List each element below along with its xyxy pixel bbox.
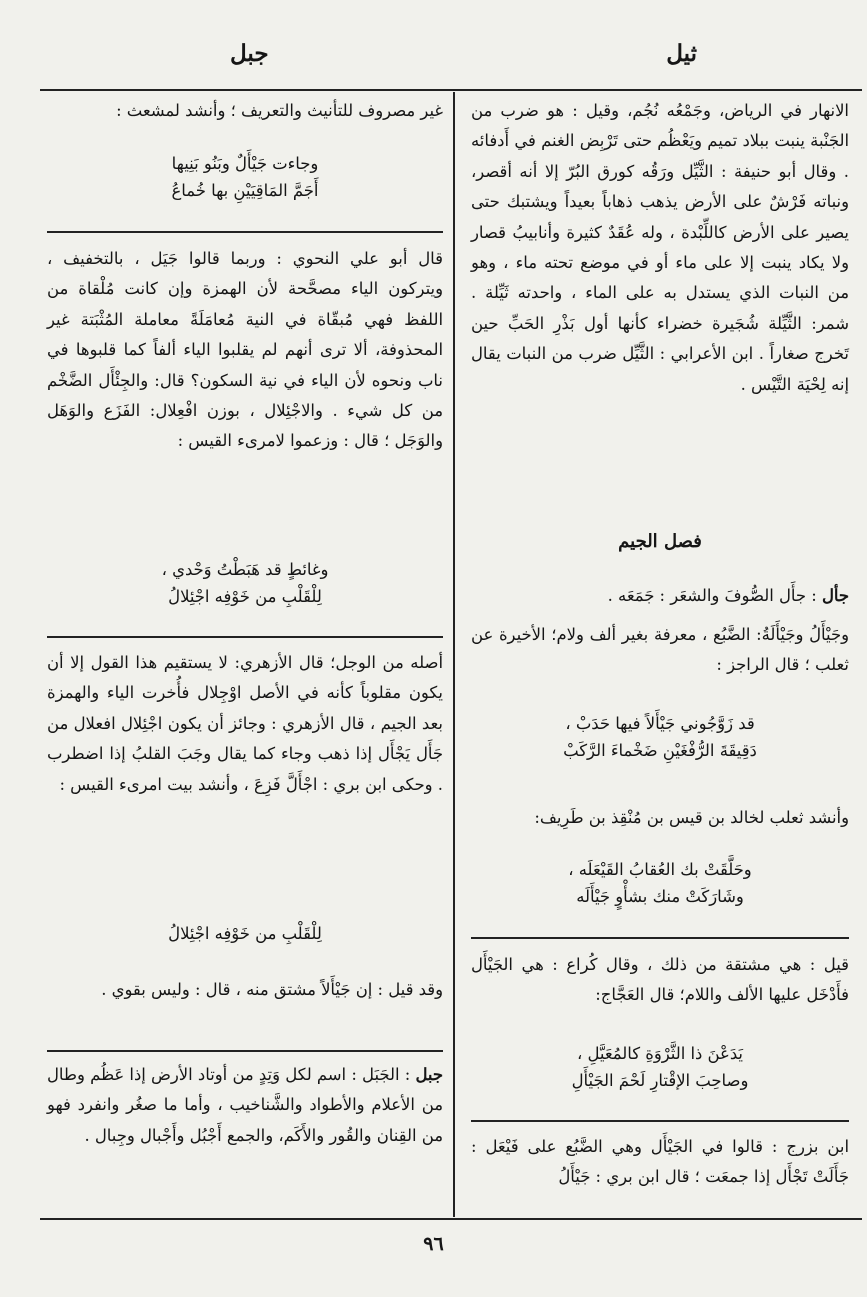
entry-text-jaal: : جأَل الصُّوفَ والشعَر : جَمَعَه .: [607, 586, 822, 605]
verse-line: قد زَوَّجُوني جَيْأَلاً فيها حَدَبْ ،: [565, 714, 755, 733]
header-left-word: جبل: [230, 40, 269, 67]
divider: [47, 636, 443, 638]
left-column: [47, 0, 443, 1297]
divider: [47, 231, 443, 233]
verse-line: وصاحِبَ الإقْتارِ لَحْمَ الجَيْأَلِ: [571, 1071, 749, 1090]
verse-line: أَجَمَّ المَاقِيَيْنِ بها خُماعُ: [171, 181, 319, 200]
bottom-rule: [40, 1218, 862, 1220]
verse-line: يَدَعْنَ ذا الثَّرْوَةِ كالمُعَيَّلِ ،: [577, 1044, 743, 1063]
divider: [47, 1050, 443, 1052]
verse-line: وشَارَكَتْ منك بشأْوٍ جَيْأَلَه: [576, 887, 744, 906]
left-verse-1: [47, 150, 443, 204]
right-paragraph-6: ابن بزرج : قالوا في الجَيْأَل وهي الضَّبُع على فَيْعَل : جَأَلَتْ تَجْأَل إذا جمعَت ؛ قال ابن بري : جَيْأَلُ: [471, 1137, 849, 1187]
right-verse-2: [471, 856, 849, 910]
verse-line: وغائطٍ قد هَبَطْتُ وَحْدي ،: [161, 560, 329, 579]
left-paragraph-3: أصله من الوجل؛ قال الأزهري: لا يستقيم هذا القول إلا أن يكون مقلوباً كأنه في الأصل اوْجِلال فأُخرت الياء والهمزة بعد الجيم ، قال الأزهري : وجائز أن يكون اجْئِلال افعلال من جَأَل يَجْأَل إذا ذهب وجاء كما يقال وجَبَ القلبُ إذا اضطرب . وحكى ابن بري : اجْأَلَّ فَزِعَ ، وأنشد بيت امرىء القيس :: [47, 653, 443, 794]
divider: [471, 937, 849, 939]
right-paragraph-1: الانهار في الرياض، وجَمْعُه نُجُم، وقيل : هو ضرب من الجَنْبة ينبت ببلاد تميم ويَعْظُم حتى تَرْبِض الغنم في أَدفائه . وقال أبو حنيفة : الثَّيِّل ورَقُه كورق البُرّ إلا أنه أقصر، ونباته فَرْشٌ على الأرض يذهب ذهاباً بعيداً ويشتبك حتى يصير على الأرض كاللِّبْدة ، وله عُقَدٌ كثيرة وأنابيبُ قصار ولا يكاد ينبت إلا على ماء أو في موضع تحته ماء ، وهو من النبات الذي يستدل به على الماء ، واحدته ثَيِّلة . شمر: الثَّيِّلة شُجَيرة خضراء كأنها أول بَذْرِ الحَبِّ حين تَخرج صغاراً . ابن الأعرابي : الثَّيِّل ضرب من النبات يقال إنه لِحْيَة التَّيْس .: [471, 101, 849, 394]
right-paragraph-3: وجَيْأَلُ وجَيْأَلَةُ: الضَّبُع ، معرفة بغير ألف ولام؛ الأخيرة عن ثعلب ؛ قال الراجز :: [471, 625, 849, 675]
section-title: فصل الجيم: [618, 531, 702, 552]
left-paragraph-1: غير مصروف للتأنيث والتعريف ؛ وأنشد لمشعث :: [116, 101, 443, 120]
entry-headword-jaal: جأل: [821, 586, 849, 605]
divider: [471, 1120, 849, 1122]
right-paragraph-2: [471, 581, 849, 611]
verse-line: وجاءت جَيْأَلٌ وبَنُو بَنِيها: [171, 154, 319, 173]
right-verse-1: [471, 710, 849, 764]
right-paragraph-4: وأنشد ثعلب لخالد بن قيس بن مُنْقِذ بن طَرِيف:: [534, 808, 849, 827]
verse-line: وحَلَّقَتْ بك العُقابُ القَيْعَلَه ،: [568, 860, 752, 879]
right-paragraph-5: قيل : هي مشتقة من ذلك ، وقال كُراع : هي الجَيْأَل فأَدْخَل عليها الألف واللام؛ قال العَجَّاج:: [471, 955, 849, 1005]
left-verse-3: [47, 920, 443, 947]
verse-line: دَقِيقَةَ الرُّفْغَيْنِ ضَخْماءَ الرَّكَبْ: [563, 741, 757, 760]
header-right-word: ثيل: [666, 40, 697, 67]
verse-line: لِلْقَلْبِ من خَوْفِه اجْئِلالُ: [168, 924, 322, 943]
entry-headword-jabal: جبل: [415, 1065, 443, 1084]
page-number: ٩٦: [423, 1233, 444, 1255]
column-divider: [453, 92, 455, 1217]
left-paragraph-2: قال أبو علي النحوي : وربما قالوا جَيَل ، بالتخفيف ، ويتركون الياء مصحَّحة لأن الهمزة وإن كانت مُلْقاة من اللفظ فهي مُبقّاة في النية مُعامَلَةً معاملة المُثْبَتة غير المحذوفة، ألا ترى أنهم لم يقلبوا الياء ألفاً كما قلبوها في ناب ونحوه لأن الياء في نية السكون؟ قال: والجِئْأَل الضَّخْم من كل شيء . والاجْئِلال ، بوزن افْعِلال: الفَزَع والوَهَل والوَجَل ؛ قال : وزعموا لامرىء القيس :: [47, 249, 443, 451]
left-verse-2: [47, 556, 443, 610]
entry-text-jabal: : الجَبَل : اسم لكل وَتِدٍ من أوتاد الأرض إذا عَظُم وطال من الأعلام والأطواد والشَّناخيب ، وأما ما صغُر وانفرد فهو من القِنان والقُور والأَكَم، والجمع أَجْبُل وأَجْبال وجِبال .: [47, 1065, 443, 1145]
left-paragraph-4: وقد قيل : إن جَيْأَلاً مشتق منه ، قال : وليس بقوي .: [101, 980, 443, 999]
left-paragraph-5: [47, 1060, 443, 1151]
right-verse-3: [471, 1040, 849, 1094]
verse-line: لِلْقَلْبِ من خَوْفِه اجْئِلالُ: [168, 587, 322, 606]
right-column: [471, 0, 849, 1297]
